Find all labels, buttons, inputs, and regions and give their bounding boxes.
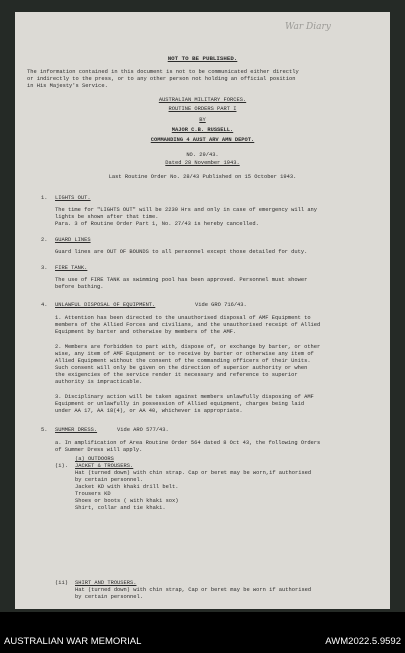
item-i-label: (i). [55, 463, 68, 469]
notice-line-2: or indirectly to the press, or to any other person not holding an official position [27, 76, 296, 82]
section-4-para-2-line-6: authority is impracticable. [55, 379, 143, 385]
document-page [15, 12, 390, 609]
section-4-para-3-line-1: 3. Disciplinary action will be taken against members unlawfully disposing of AMF [55, 394, 314, 400]
section-4-para-3-line-2: Equipment or unlawfully in possession of Allied equipment, charges being laid [55, 401, 305, 407]
orders-heading: ROUTINE ORDERS PART I [168, 106, 237, 112]
item-i-line-2: by certain personnel. [75, 477, 143, 483]
section-1-number: 1. [41, 195, 48, 201]
outdoors-label: (a) OUTDOORS [75, 456, 114, 462]
section-3-line-2: before bathing. [55, 284, 104, 290]
section-4-para-2-line-4: Such consent will only be given on the direction of superior authority or when [55, 365, 308, 371]
item-i-line-6: Shirt, collar and tie khaki. [75, 505, 166, 511]
item-ii-label: (ii) [55, 580, 68, 586]
section-4-para-1-line-2: members of the Allied Forces and civilians, and the unauthorised receipt of Allied [55, 322, 321, 328]
section-5-line-1: a. In amplification of Area Routine Order 564 dated 8 Oct 43, the following Orders [55, 440, 321, 446]
last-order-line: Last Routine Order No. 28/43 Published on 15 October 1943. [108, 174, 297, 180]
section-1-title: LIGHTS OUT. [55, 195, 91, 201]
section-3-line-1: The use of FIRE TANK as swimming pool has been approved. Personnel must shower [55, 277, 308, 283]
footer-accession-number: AWM2022.5.9592 [325, 636, 401, 647]
classification-heading: NOT TO BE PUBLISHED. [167, 55, 238, 62]
section-4-para-1-line-3: Equipment by barter and otherwise by members of the AMF. [55, 329, 237, 335]
section-4-title: UNLAWFUL DISPOSAL OF EQUIPMENT. [55, 302, 156, 308]
item-i-title: JACKET & TROUSERS. [75, 463, 134, 469]
command-heading: COMMANDING 4 AUST ARV AMN DEPOT. [150, 137, 255, 143]
section-5-title: SUMMER DRESS. [55, 427, 98, 433]
section-5-number: 5. [41, 427, 48, 433]
section-4-number: 4. [41, 302, 48, 308]
order-number: NO. 29/43. [186, 152, 219, 158]
section-5-line-2: of Summer Dress will apply. [55, 447, 143, 453]
section-1-line-3: Para. 3 of Routine Order Part 1, No. 27/43 is hereby cancelled. [55, 221, 259, 227]
by-heading: BY [199, 117, 206, 123]
pencil-annotation: War Diary [285, 22, 331, 32]
notice-line-1: The information contained in this document is not to be communicated either directly [27, 69, 299, 75]
order-date: Dated 28 November 1943. [165, 160, 240, 166]
item-i-line-5: Shoes or boots ( with khaki sox) [75, 498, 179, 504]
item-ii-line-1: Hat (turned down) with chin strap, Cap or beret may be worn if authorised [75, 587, 312, 593]
section-2-line-1: Guard lines are OUT OF BOUNDS to all personnel except those detailed for duty. [55, 249, 308, 255]
item-ii-line-2: by certain personnel. [75, 594, 143, 600]
section-4-para-2-line-3: Allied Equipment without the consent of the commanding officers of their Units. [55, 358, 311, 364]
item-i-line-3: Jacket KD with khaki drill belt. [75, 484, 179, 490]
item-ii-title: SHIRT AND TROUSERS. [75, 580, 137, 586]
section-5-reference: Vide ARO 577/43. [117, 427, 169, 433]
major-heading: MAJOR C.B. RUSSELL. [171, 127, 234, 133]
section-4-para-2-line-1: 2. Members are forbidden to part with, dispose of, or exchange by barter, or other [55, 344, 321, 350]
notice-line-3: in His Majesty's Service. [27, 83, 108, 89]
section-3-title: FIRE TANK. [55, 265, 88, 271]
item-i-line-4: Trousers KD [75, 491, 111, 497]
section-4-para-1-line-1: 1. Attention has been directed to the unauthorised disposal of AMF Equipment to [55, 315, 311, 321]
section-4-para-2-line-2: wise, any item of AMF Equipment or to receive by barter or otherwise any item of [55, 351, 314, 357]
section-4-reference: Vide GRO 716/43. [195, 302, 247, 308]
section-2-title: GUARD LINES [55, 237, 91, 243]
section-4-para-3-line-3: under AA 17, AA 18(4), or AA 40, whichever is appropriate. [55, 408, 243, 414]
item-i-line-1: Hat (turned down) with chin strap. Cap or beret may be worn,if authorised [75, 470, 312, 476]
section-2-number: 2. [41, 237, 48, 243]
section-1-line-2: lights be shown after that time. [55, 214, 159, 220]
footer-institution: AUSTRALIAN WAR MEMORIAL [4, 636, 142, 647]
section-1-line-1: The time for "LIGHTS OUT" will be 2230 Hrs and only in case of emergency will any [55, 207, 318, 213]
archive-footer [0, 612, 405, 653]
section-3-number: 3. [41, 265, 48, 271]
force-heading: AUSTRALIAN MILITARY FORCES. [158, 97, 247, 103]
section-4-para-2-line-5: the exigencies of the service render it necessary and reference to superior [55, 372, 298, 378]
